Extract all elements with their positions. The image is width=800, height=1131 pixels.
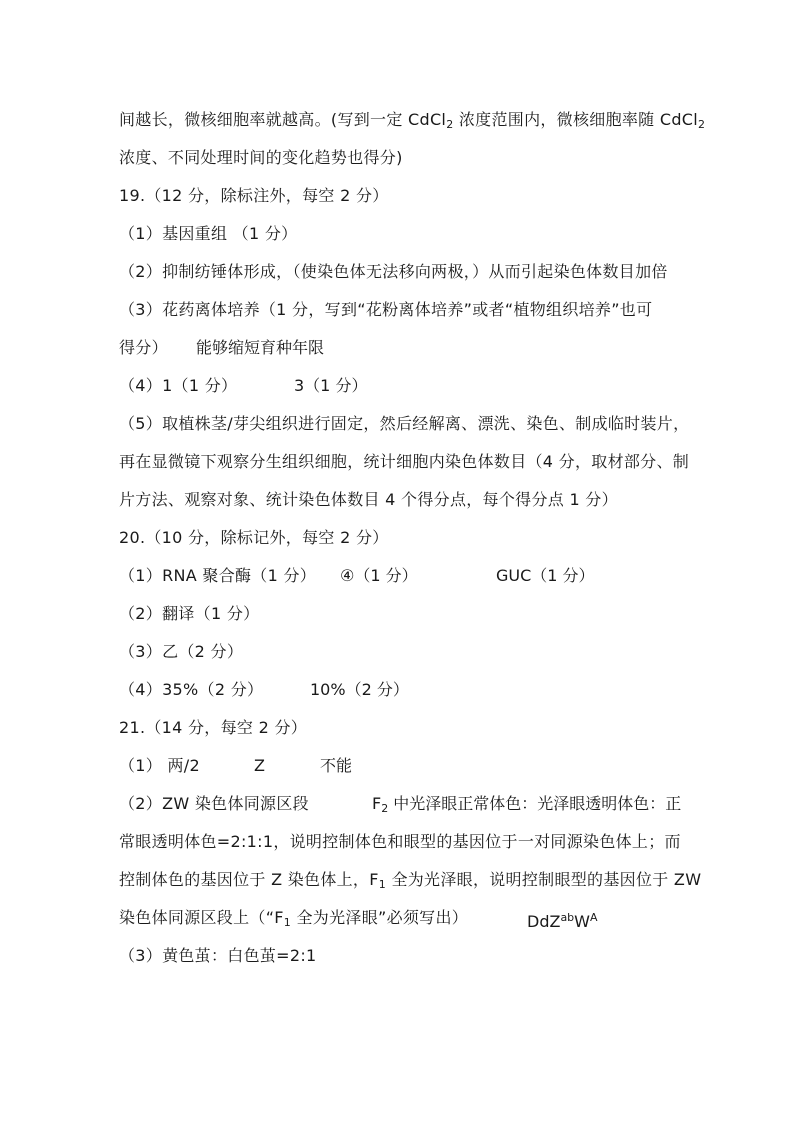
q21-part2-cont: 染色体同源区段上（“$F_1$ 全为光泽眼”必须写出）: [119, 908, 469, 929]
q21-part2-genotype: $DdZ^{ab}W^A$: [527, 911, 598, 931]
q21-part1-answer2: Z: [254, 756, 265, 775]
q21-part2-answer2: $F_2$ 中光泽眼正常体色：光泽眼透明体色：正: [372, 794, 682, 815]
q21-part2-cont: 常眼透明体色=2:1:1，说明控制体色和眼型的基因位于一对同源染色体上；而: [119, 832, 681, 851]
q19-part4-answer2: 3（1 分）: [294, 376, 368, 395]
q20-part3: （3）乙（2 分）: [119, 642, 244, 661]
q20-part4-answer2: 10%（2 分）: [310, 680, 409, 699]
text-line: 浓度、不同处理时间的变化趋势也得分): [119, 148, 403, 167]
q21-part3: （3）黄色茧：白色茧=2:1: [119, 946, 317, 965]
q21-part1-answer3: 不能: [320, 756, 353, 775]
q19-part3-answer: 能够缩短育种年限: [196, 338, 325, 357]
q21-part2-cont: 控制体色的基因位于 Z 染色体上，$F_1$ 全为光泽眼，说明控制眼型的基因位于 ZW: [119, 870, 702, 891]
q20-part2: （2）翻译（1 分）: [119, 604, 260, 623]
q19-part3: （3）花药离体培养（1 分，写到“花粉离体培养”或者“植物组织培养”也可: [119, 300, 653, 319]
question-19-header: 19.（12 分，除标注外，每空 2 分）: [119, 186, 389, 205]
q19-part3-cont: 得分）: [119, 338, 168, 357]
q20-part1: （1）RNA 聚合酶（1 分）: [119, 566, 317, 585]
text-line: 间越长，微核细胞率就越高。(写到一定 CdCl$_2$ 浓度范围内，微核细胞率随 CdCl$_2$: [119, 110, 706, 131]
question-21-header: 21.（14 分，每空 2 分）: [119, 718, 308, 737]
question-20-header: 20.（10 分，除标记外，每空 2 分）: [119, 528, 389, 547]
q19-part5-cont: 片方法、观察对象、统计染色体数目 4 个得分点，每个得分点 1 分）: [119, 490, 618, 509]
q19-part5-cont: 再在显微镜下观察分生组织细胞，统计细胞内染色体数目（4 分，取材部分、制: [119, 452, 690, 471]
q20-part1-answer3: GUC（1 分）: [496, 566, 595, 585]
q19-part4: （4）1（1 分）: [119, 376, 238, 395]
q21-part1: （1） 两/2: [119, 756, 200, 775]
q20-part1-answer2: ④（1 分）: [340, 566, 418, 585]
q19-part2: （2）抑制纺锤体形成，（使染色体无法移向两极，）从而引起染色体数目加倍: [119, 262, 668, 281]
q19-part5: （5）取植株茎/芽尖组织进行固定，然后经解离、漂洗、染色、制成临时装片，: [119, 414, 690, 433]
q21-part2: （2）ZW 染色体同源区段: [119, 794, 309, 813]
q19-part1: （1）基因重组 （1 分）: [119, 224, 298, 243]
q20-part4: （4）35%（2 分）: [119, 680, 264, 699]
